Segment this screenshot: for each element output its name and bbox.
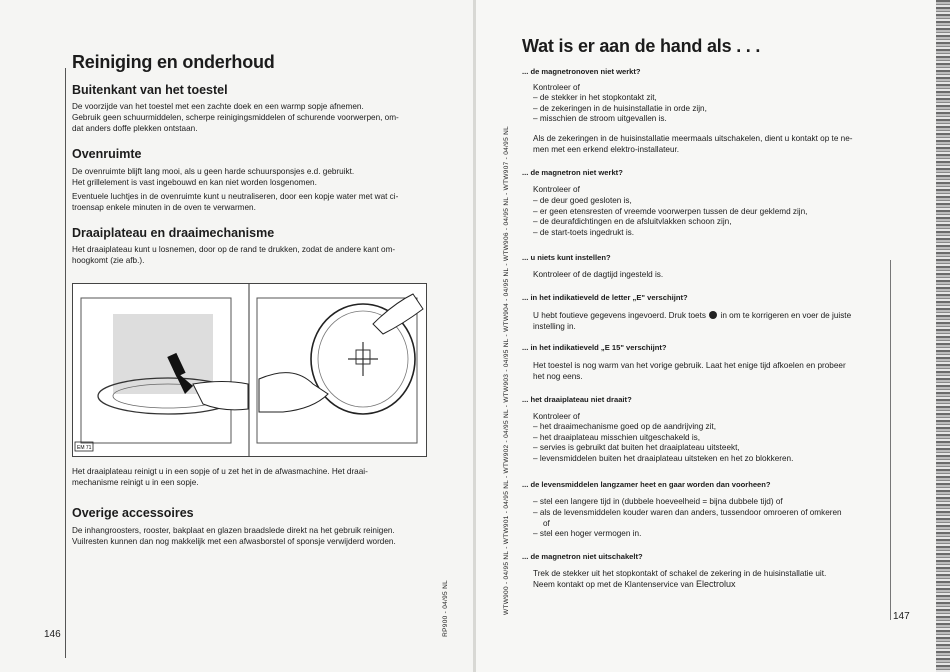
brand-name: Electrolux: [695, 579, 736, 589]
text-line: Trek de stekker uit het stopkontakt of schakel de zekering in de huisinstallatie uit.: [533, 569, 827, 578]
check-list: [533, 422, 793, 464]
text-line: Gebruik geen schuurmiddelen, scherpe reinigingsmiddelen of schurende voorwerpen, om-: [72, 113, 399, 122]
book-gutter: [473, 0, 476, 672]
side-code: WTW900 - 04/95 NL - WTW901 - 04/95 NL - WTW902 - 04/95 NL - WTW903 - 04/95 NL - WTW904 - 04/95 NL - WTW906 - 04/95 NL - WTW907 - 04/95 NL: [503, 125, 510, 615]
left-margin-rule: [65, 68, 66, 658]
left-page-title: Reiniging en onderhoud: [72, 52, 275, 72]
illustration-label: EM 71: [77, 445, 92, 451]
list-item: – de zekeringen in de huisinstallatie in orde zijn,: [533, 104, 707, 115]
side-code: RP900 - 04/95 NL: [442, 580, 449, 637]
question: ... de levensmiddelen langzamer heet en gaar worden dan voorheen?: [522, 480, 771, 489]
section-heading-turntable: Draaiplateau en draaimechanisme: [72, 226, 275, 240]
text-line: [533, 310, 851, 321]
question: ... de magnetron niet uitschakelt?: [522, 552, 643, 561]
clear-key-icon: [709, 311, 717, 319]
list-item: – stel een langere tijd in (dubbele hoeveelheid = bijna dubbele tijd) of: [533, 497, 842, 508]
text-line: Eventuele luchtjes in de ovenruimte kunt u neutraliseren, door een kopje water met wat ci-: [72, 192, 399, 201]
text-line: [533, 579, 735, 590]
text-line: Vuilresten kunnen dan nog makkelijk met een afwasborstel of sponsje verwijderd worden.: [72, 537, 396, 546]
list-item: – het draaimechanisme goed op de aandrijving zit,: [533, 422, 793, 433]
text-line: dat anders doffe plekken ontstaan.: [72, 124, 198, 133]
text-line: Kontroleer of de dagtijd ingesteld is.: [533, 270, 664, 279]
text-line: hoogkomt (zie afb.).: [72, 256, 145, 265]
question: ... het draaiplateau niet draait?: [522, 395, 632, 404]
page-number: 147: [893, 611, 910, 622]
page-number: 146: [44, 629, 61, 640]
question: ... de magnetronoven niet werkt?: [522, 67, 641, 76]
question: ... in het indikatieveld de letter „E" verschijnt?: [522, 293, 688, 302]
list-item: – als de levensmiddelen kouder waren dan anders, tussendoor omroeren of omkeren: [533, 508, 842, 519]
section-heading-accessories: Overige accessoires: [72, 506, 194, 520]
check-list: [533, 529, 641, 540]
page-edge: [936, 0, 950, 672]
text-line: Als de zekeringen in de huisinstallatie meermaals uitschakelen, dient u kontakt op te ne-: [533, 134, 853, 143]
text-line: mechanisme reinigt u in een sopje.: [72, 478, 199, 487]
check-list: [533, 93, 707, 125]
text-line: De inhangroosters, rooster, bakplaat en glazen braadslede direkt na het gebruik reinigen.: [72, 526, 395, 535]
text-line: Kontroleer of: [533, 412, 580, 421]
text-fragment: Neem kontakt op met de Klantenservice van: [533, 580, 694, 589]
text-line: Het grillelement is vast ingebouwd en kan niet worden losgenomen.: [72, 178, 317, 187]
check-list: [533, 497, 842, 518]
text-line: Het draaiplateau kunt u losnemen, door op de rand te drukken, zodat de andere kant om-: [72, 245, 396, 254]
question: ... de magnetron niet werkt?: [522, 168, 623, 177]
text-fragment: in om te korrigeren en voer de juiste: [720, 311, 852, 320]
text-line: Het draaiplateau reinigt u in een sopje of u zet het in de afwasmachine. Het draai-: [72, 467, 368, 476]
turntable-illustration: [72, 283, 427, 457]
question: ... u niets kunt instellen?: [522, 253, 611, 262]
text-line: Kontroleer of: [533, 185, 580, 194]
text-line: het nog eens.: [533, 372, 583, 381]
list-item: – de start-toets ingedrukt is.: [533, 228, 807, 239]
right-margin-rule: [890, 260, 891, 620]
list-item: – het draaiplateau misschien uitgeschakeld is,: [533, 433, 793, 444]
list-item: – de stekker in het stopkontakt zit,: [533, 93, 707, 104]
text-line: of: [543, 519, 550, 528]
list-item: – misschien de stroom uitgevallen is.: [533, 114, 707, 125]
list-item: – stel een hoger vermogen in.: [533, 529, 641, 540]
text-line: De ovenruimte blijft lang mooi, als u geen harde schuursponsjes e.d. gebruikt.: [72, 167, 355, 176]
text-line: troensap enkele minuten in de oven te verwarmen.: [72, 203, 256, 212]
list-item: – de deurafdichtingen en de afsluitvlakken schoon zijn,: [533, 217, 807, 228]
section-heading-exterior: Buitenkant van het toestel: [72, 83, 228, 97]
list-item: – er geen etensresten of vreemde voorwerpen tussen de deur geklemd zijn,: [533, 207, 807, 218]
right-page-title: Wat is er aan de hand als . . .: [522, 36, 761, 56]
text-line: De voorzijde van het toestel met een zachte doek en een warmp sopje afnemen.: [72, 102, 364, 111]
list-item: – levensmiddelen buiten het draaiplateau uitsteken en het zo blokkeren.: [533, 454, 793, 465]
list-item: – servies is gebruikt dat buiten het draaiplateau uitsteekt,: [533, 443, 793, 454]
check-list: [533, 196, 807, 238]
section-heading-oven: Ovenruimte: [72, 147, 142, 161]
question: ... in het indikatieveld „E 15" verschijnt?: [522, 343, 667, 352]
text-line: men met een erkend elektro-installateur.: [533, 145, 680, 154]
text-line: Kontroleer of: [533, 83, 580, 92]
list-item: – de deur goed gesloten is,: [533, 196, 807, 207]
text-fragment: U hebt foutieve gegevens ingevoerd. Druk toets: [533, 311, 706, 320]
text-line: instelling in.: [533, 322, 576, 331]
text-line: Het toestel is nog warm van het vorige gebruik. Laat het enige tijd afkoelen en probeer: [533, 361, 846, 370]
